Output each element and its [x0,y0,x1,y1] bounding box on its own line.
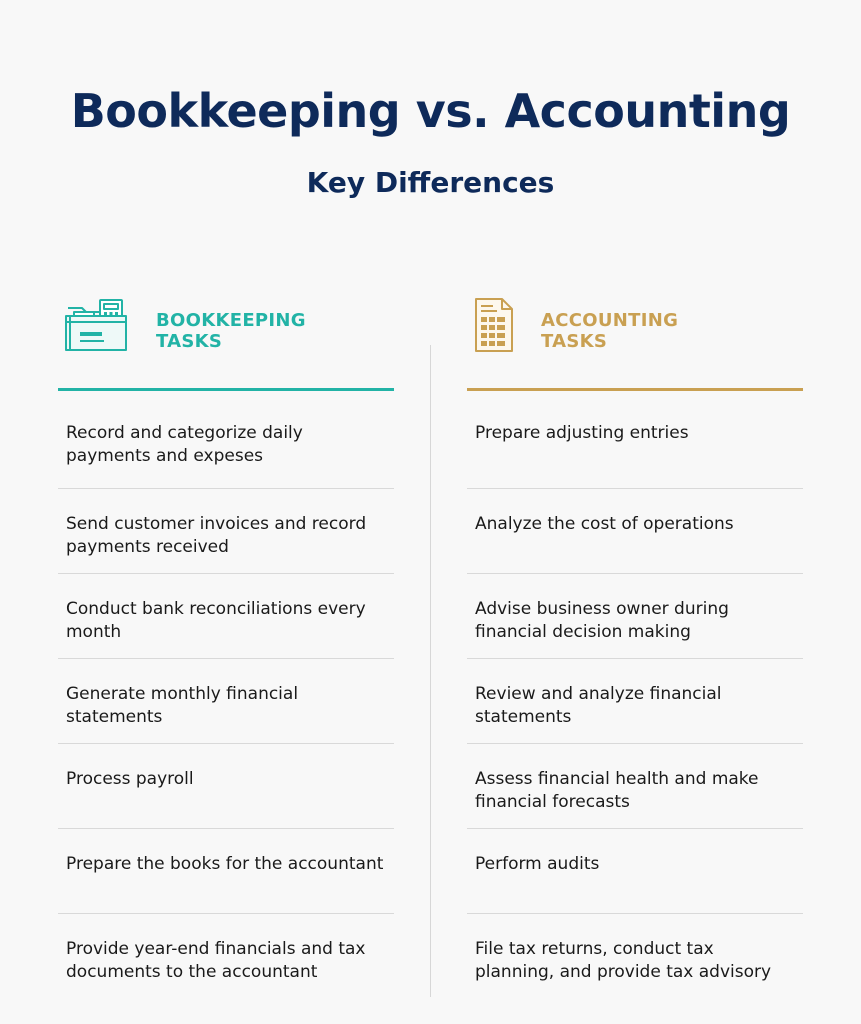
accounting-header [467,296,803,388]
page-title: Bookkeeping vs. Accounting [70,84,791,138]
list-item: File tax returns, conduct tax planning, and provide tax advisory [467,913,803,998]
list-item: Assess financial health and make financial forecasts [467,743,803,828]
list-item: Send customer invoices and record payments received [58,488,394,573]
list-item: Perform audits [467,828,803,913]
accounting-title: ACCOUNTING TASKS [541,310,679,352]
page-subtitle: Key Differences [306,166,555,199]
list-item: Analyze the cost of operations [467,488,803,573]
bookkeeping-header [58,296,394,388]
list-item: Provide year-end financials and tax documents to the accountant [58,913,394,998]
folder-calculator-icon [64,296,128,359]
list-item: Conduct bank reconciliations every month [58,573,394,658]
accounting-task-list [467,391,803,998]
spreadsheet-icon [473,296,515,359]
list-item: Prepare adjusting entries [475,423,689,443]
column-divider [430,345,431,997]
list-item: Record and categorize daily payments and expeses [66,423,303,466]
bookkeeping-task-list [58,391,394,998]
list-item: Prepare the books for the accountant [58,828,394,913]
list-item: Process payroll [58,743,394,828]
list-item: Review and analyze financial statements [467,658,803,743]
list-item: Advise business owner during financial decision making [467,573,803,658]
list-item: Generate monthly financial statements [58,658,394,743]
bookkeeping-column [58,296,394,998]
accounting-column [467,296,803,998]
bookkeeping-title: BOOKKEEPING TASKS [156,310,306,352]
